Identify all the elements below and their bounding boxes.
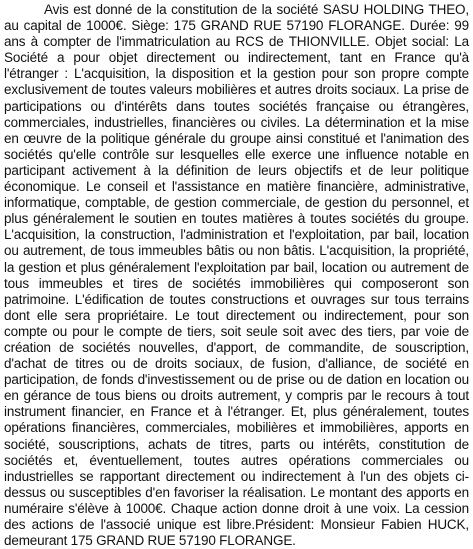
legal-notice-text: Avis est donné de la constitution de la société SASU HOLDING THEO, au capital de 1000€. Siège: 175 GRAND RUE 57190 FLORANGE. Durée: 99 ans à compter de l'immatriculation au RCS de THIONVILLE. Objet social: La Société a pour objet directement ou indirectement, tant en France qu'à l'étranger : L'acquisition, la disposition et la gestion pour son propre compte exclusivement de toutes valeurs mobilières et autres droits sociaux. La prise de participations ou d'intérêts dans toutes sociétés française ou étrangères, commerciales, industrielles, financières ou civiles. La détermination et la mise en œuvre de la politique générale du groupe ainsi constitué et l'animation des sociétés qu'elle contrôle sur lesquelles elle exerce une influence notable en participant activement à la définition de leurs objectifs et de leur politique économique. Le conseil et l'assistance en matière financière, administrative, informatique, comptable, de gestion commerciale, de gestion du personnel, et plus généralement le soutien en toutes matières à toutes sociétés du groupe. L'acquisition, la construction, l'administration et l'exploitation, par bail, location ou autrement, de tous immeubles bâtis ou non bâtis. L'acquisition, la propriété, la gestion et plus généralement l'exploitation par bail, location ou autrement de tous immeubles et tires de sociétés immobilières qui composeront son patrimoine. L'édification de toutes constructions et ouvrages sur tous terrains dont elle sera propriétaire. Le tout directement ou indirectement, pour son compte ou pour le compte de tiers, soit seule soit avec des tiers, par voie de création de sociétés nouvelles, d'apport, de commandite, de souscription, d'achat de titres ou de droits sociaux, de fusion, d'alliance, de société en participation, de fonds d'investissement ou de prise ou de dation en location ou en gérance de tous biens ou droits autrement, y compris par le recours à tout instrument financier, en France et à l'étranger. Et, plus généralement, toutes opérations financières, commerciales, mobilières et immobilières, apports en société, souscriptions, achats de titres, parts ou intérêts, constitution de sociétés et, éventuellement, toutes autres opérations commerciales ou industrielles se rapportant directement ou indirectement à l'un des objets ci-dessus ou susceptibles d'en favoriser la réalisation. Le montant des apports en numéraire s'élève à 1000€. Chaque action donne droit à une voix. La cession des actions de l'associé unique est libre.Président: Monsieur Fabien HUCK, demeurant 175 GRAND RUE 57190 FLORANGE. [4,2,469,549]
